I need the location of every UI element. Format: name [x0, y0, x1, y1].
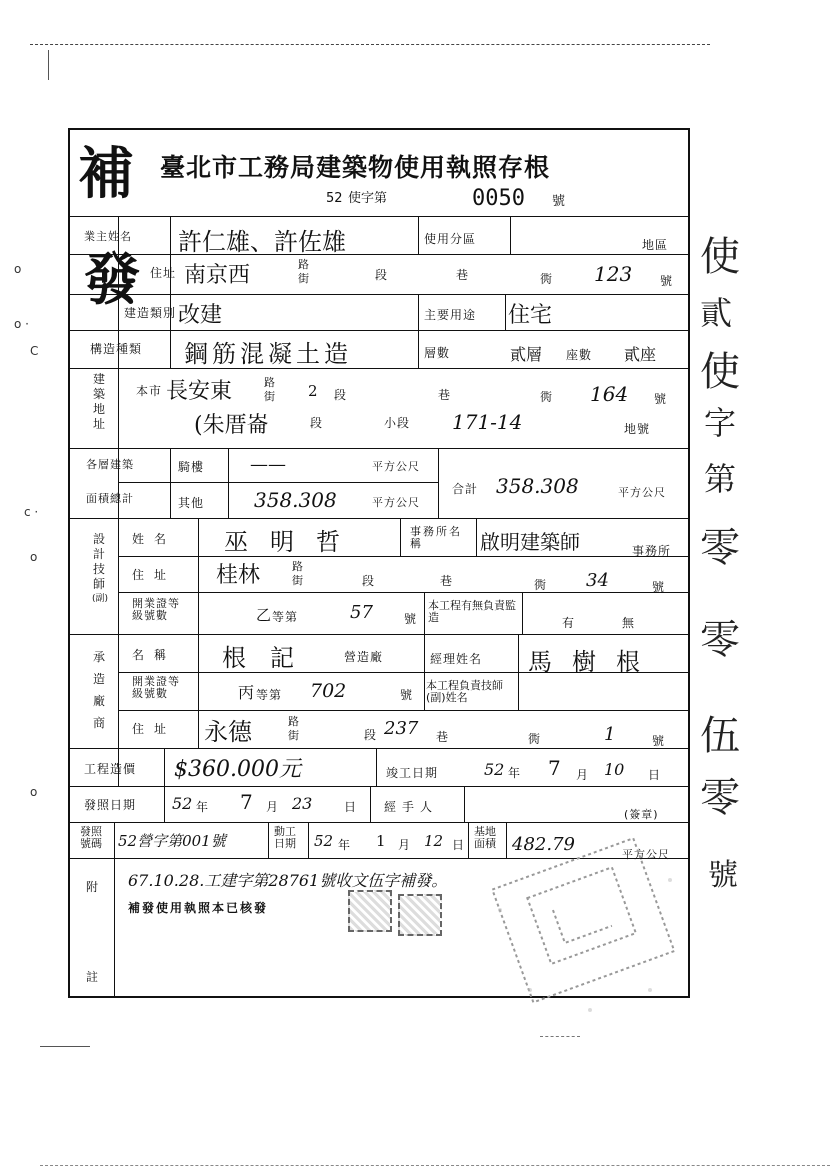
contractor-road-value: 永德 [204, 718, 252, 746]
total-unit-label: 平方公尺 [618, 486, 666, 499]
official-seal [398, 894, 442, 936]
owner-name-label: 業主姓名 [84, 230, 132, 243]
total-area-value: 358.308 [496, 474, 579, 498]
row-line [68, 786, 690, 787]
finish-month-label: 月 [576, 768, 590, 782]
alley-label: 衖 [540, 272, 554, 286]
start-date-label: 動工日期 [274, 825, 296, 850]
site-address-label: 建 築 地 址 [92, 372, 105, 431]
contractor-address-label: 住址 [132, 722, 177, 736]
scan-speck: c · [24, 505, 39, 519]
issue-month-value: 7 [240, 790, 253, 814]
usage-zone-label: 使用分區 [424, 232, 477, 246]
manager-label: 經理姓名 [430, 652, 483, 666]
row-line [118, 482, 438, 483]
designer-license-grade: 乙 [256, 606, 272, 624]
designer-number-value: 34 [586, 570, 609, 591]
arcade-area-value: —— [250, 454, 286, 475]
designer-lane-label: 巷 [440, 574, 454, 588]
supervise-yes: 有 [562, 616, 576, 630]
designer-road-value: 桂林 [216, 563, 261, 588]
contractor-license-no-label: 號 [400, 688, 414, 702]
finish-day-value: 10 [604, 760, 625, 779]
row-line [118, 710, 690, 711]
build-type-label: 建造類別 [124, 306, 177, 320]
sign-label: (簽章) [624, 808, 659, 821]
permit-no-label: 發照號碼 [80, 825, 102, 850]
tech-name-label: 本工程負責技師(副)姓名 [426, 679, 503, 704]
finish-day-label: 日 [648, 768, 662, 782]
arcade-unit-label: 平方公尺 [372, 460, 420, 473]
col-line [510, 216, 511, 254]
designer-license-no: 57 [350, 602, 373, 623]
side-stamp-char: 零 [700, 617, 740, 663]
scan-edge-line [40, 1046, 90, 1047]
col-line [476, 518, 477, 556]
col-line [438, 448, 439, 518]
col-line [170, 216, 171, 368]
site-section-label: 段 [334, 388, 348, 402]
street-label: 街 [298, 272, 309, 285]
row-line [118, 592, 690, 593]
finish-month-value: 7 [548, 756, 561, 780]
note-stamp-text: 補發使用執照本已核發 [128, 901, 269, 915]
col-line [198, 518, 199, 748]
total-label: 合計 [452, 482, 479, 496]
base-area-label: 基地面積 [474, 825, 496, 850]
col-line [164, 786, 165, 822]
scan-edge-line [540, 1036, 580, 1037]
contractor-license-grade-label: 等第 [256, 688, 283, 702]
col-line [308, 822, 309, 858]
floors-value: 貳層 [510, 345, 543, 364]
supplement-stamp-1: 補 [78, 141, 134, 207]
issue-day-label: 日 [344, 800, 358, 814]
col-line [118, 368, 119, 448]
finish-year-label: 年 [508, 766, 522, 780]
start-day-label: 日 [452, 838, 466, 852]
col-line [268, 822, 269, 858]
zone-unit-label: 地區 [642, 238, 669, 252]
side-stamp-char: 第 [704, 460, 737, 498]
col-line [505, 294, 506, 330]
finish-year-value: 52 [484, 760, 505, 779]
designer-street-label: 街 [292, 574, 303, 587]
main-use-label: 主要用途 [424, 308, 477, 322]
land-no-label: 地號 [624, 422, 651, 436]
contractor-name-suffix: 營造廠 [344, 650, 384, 664]
scan-edge-line [30, 44, 710, 45]
row-line [68, 330, 690, 331]
contractor-license-grade: 丙 [238, 683, 255, 702]
row-line [68, 216, 690, 217]
owner-name-value: 許仁雄、許佐雄 [178, 228, 346, 256]
site-alley-label: 衖 [540, 390, 554, 404]
site-street-label: 街 [264, 390, 275, 403]
designer-license-grade-label: 等第 [272, 610, 299, 624]
base-area-value: 482.79 [512, 834, 575, 855]
area-title-1: 各層建築 [86, 458, 134, 471]
row-line [68, 448, 690, 449]
permit-number: 0050 [472, 186, 525, 211]
side-stamp-char: 使 [700, 349, 740, 395]
road-label: 路 [298, 258, 309, 271]
other-area-value: 358.308 [254, 488, 337, 512]
row-line [118, 556, 690, 557]
designer-section-label: 段 [362, 574, 376, 588]
supervise-no: 無 [622, 616, 636, 630]
scan-edge-mark [48, 50, 49, 80]
col-line [118, 518, 119, 786]
contractor-number-label: 號 [652, 734, 666, 748]
scan-speck: o [30, 785, 38, 799]
contractor-section-value: 237 [384, 718, 419, 739]
section-label: 段 [375, 268, 389, 282]
permit-prefix: 52 [326, 191, 343, 206]
issue-year-value: 52 [172, 794, 193, 813]
side-stamp-char: 伍 [700, 713, 740, 759]
issue-year-label: 年 [196, 800, 210, 814]
col-line [424, 634, 425, 710]
site-section-name-label: 段 [310, 416, 324, 430]
col-line [170, 448, 171, 518]
contractor-license-label: 開業證等級號數 [132, 675, 180, 700]
side-stamp-char: 零 [700, 525, 740, 571]
number-label: 號 [660, 274, 674, 288]
side-stamp-char: 使 [700, 234, 740, 280]
note-line-value: 67.10.28.工建字第28761號收文伍字補發。 [128, 871, 448, 890]
col-line [468, 822, 469, 858]
row-line [68, 518, 690, 519]
site-section-value: 2 [308, 382, 318, 400]
notes-label: 附 [86, 880, 100, 894]
designer-number-label: 號 [652, 580, 666, 594]
site-section-name-value: (朱厝崙 [194, 413, 269, 438]
site-road-value: 長安東 [166, 379, 233, 404]
issue-date-label: 發照日期 [84, 798, 137, 812]
official-seal [348, 890, 392, 932]
side-stamp-char: 字 [704, 404, 737, 442]
floors-label: 層數 [424, 346, 451, 360]
main-use-value: 住宅 [508, 303, 553, 328]
designer-name-label: 姓名 [132, 532, 177, 546]
col-line [114, 822, 115, 858]
supervise-label: 本工程有無負責監造 [428, 599, 516, 624]
start-month-value: 1 [376, 832, 386, 850]
site-number-value: 164 [590, 382, 629, 406]
faded-seal-stamp [470, 820, 700, 1030]
designer-alley-label: 衖 [534, 578, 548, 592]
start-year-label: 年 [338, 838, 352, 852]
col-line [464, 786, 465, 822]
col-line [424, 592, 425, 634]
finish-date-label: 竣工日期 [386, 766, 439, 780]
office-label: 事務所名稱 [410, 525, 462, 550]
col-line [228, 448, 229, 518]
structure-label: 構造種類 [90, 342, 143, 356]
side-stamp-char: 號 [708, 858, 738, 893]
contractor-name-label: 名稱 [132, 648, 177, 662]
arcade-label: 騎樓 [178, 460, 205, 474]
structure-value: 鋼筋混凝土造 [184, 340, 352, 368]
supplement-stamp-2: 發 [84, 247, 140, 313]
col-line [114, 858, 115, 996]
col-line [376, 748, 377, 786]
document-title: 臺北市工務局建築物使用執照存根 [160, 153, 551, 182]
scan-edge-line [40, 1165, 830, 1166]
row-line [68, 748, 690, 749]
col-line [370, 786, 371, 822]
site-number-label: 號 [654, 392, 668, 406]
contractor-section-label: 段 [364, 728, 378, 742]
address-road-value: 南京西 [184, 263, 251, 288]
designer-label: 設 計 技 師 (副) [92, 532, 109, 604]
row-line [68, 294, 690, 295]
col-line [418, 294, 419, 368]
build-type-value: 改建 [178, 303, 223, 328]
contractor-manager-value: 馬樹根 [528, 648, 660, 676]
contractor-label: 承 造 廠 商 [92, 650, 105, 730]
issue-day-value: 23 [292, 794, 313, 813]
designer-office-suffix: 事務所 [632, 544, 672, 558]
contractor-license-no: 702 [310, 680, 347, 702]
small-section-label: 小段 [384, 416, 411, 430]
other-unit-label: 平方公尺 [372, 496, 420, 509]
start-day-value: 12 [424, 832, 444, 850]
contractor-road-label: 路 [288, 715, 299, 728]
side-stamp-char: 零 [700, 775, 740, 821]
address-number-value: 123 [594, 262, 633, 286]
notes-label-2: 註 [86, 970, 100, 984]
designer-office-value: 啟明建築師 [480, 530, 580, 554]
designer-address-label: 住址 [132, 568, 177, 582]
start-year-value: 52 [314, 832, 334, 850]
col-line [522, 592, 523, 634]
row-line [68, 634, 690, 635]
blocks-label: 座數 [566, 348, 593, 362]
start-month-label: 月 [398, 838, 412, 852]
address-label: 住址 [150, 266, 177, 280]
cost-value: $360.000元 [174, 757, 301, 782]
row-line [68, 254, 690, 255]
handler-label: 經手人 [384, 800, 439, 814]
site-lane-label: 巷 [438, 388, 452, 402]
blocks-value: 貳座 [624, 345, 657, 364]
designer-name-value: 巫明哲 [224, 528, 362, 556]
site-land-no-value: 171-14 [452, 410, 523, 434]
side-stamp-char: 貳 [700, 294, 733, 332]
contractor-alley-label: 衖 [528, 732, 542, 746]
scan-speck: C [30, 344, 39, 358]
col-line [400, 518, 401, 556]
issue-month-label: 月 [266, 800, 280, 814]
designer-road-label: 路 [292, 560, 303, 573]
permit-suffix: 號 [552, 194, 566, 209]
designer-license-no-label: 號 [404, 612, 418, 626]
scan-speck: o [30, 550, 38, 564]
col-line [418, 216, 419, 254]
col-line [164, 748, 165, 786]
other-label: 其他 [178, 496, 205, 510]
area-title-2: 面積總計 [86, 492, 134, 505]
cost-label: 工程造價 [84, 762, 137, 776]
city-label: 本市 [136, 384, 163, 398]
contractor-number-value: 1 [604, 724, 616, 745]
issued-permit-no-value: 52營字第001號 [118, 832, 226, 850]
contractor-name-value: 根記 [222, 644, 318, 672]
lane-label: 巷 [456, 268, 470, 282]
designer-license-label: 開業證等級號數 [132, 597, 180, 622]
permit-label: 使字第 [348, 191, 388, 206]
contractor-lane-label: 巷 [436, 730, 450, 744]
contractor-street-label: 街 [288, 729, 299, 742]
row-line [68, 368, 690, 369]
scan-speck: o · [14, 317, 29, 331]
base-area-unit: 平方公尺 [622, 848, 670, 861]
site-road-label: 路 [264, 376, 275, 389]
scan-speck: o [14, 262, 22, 276]
